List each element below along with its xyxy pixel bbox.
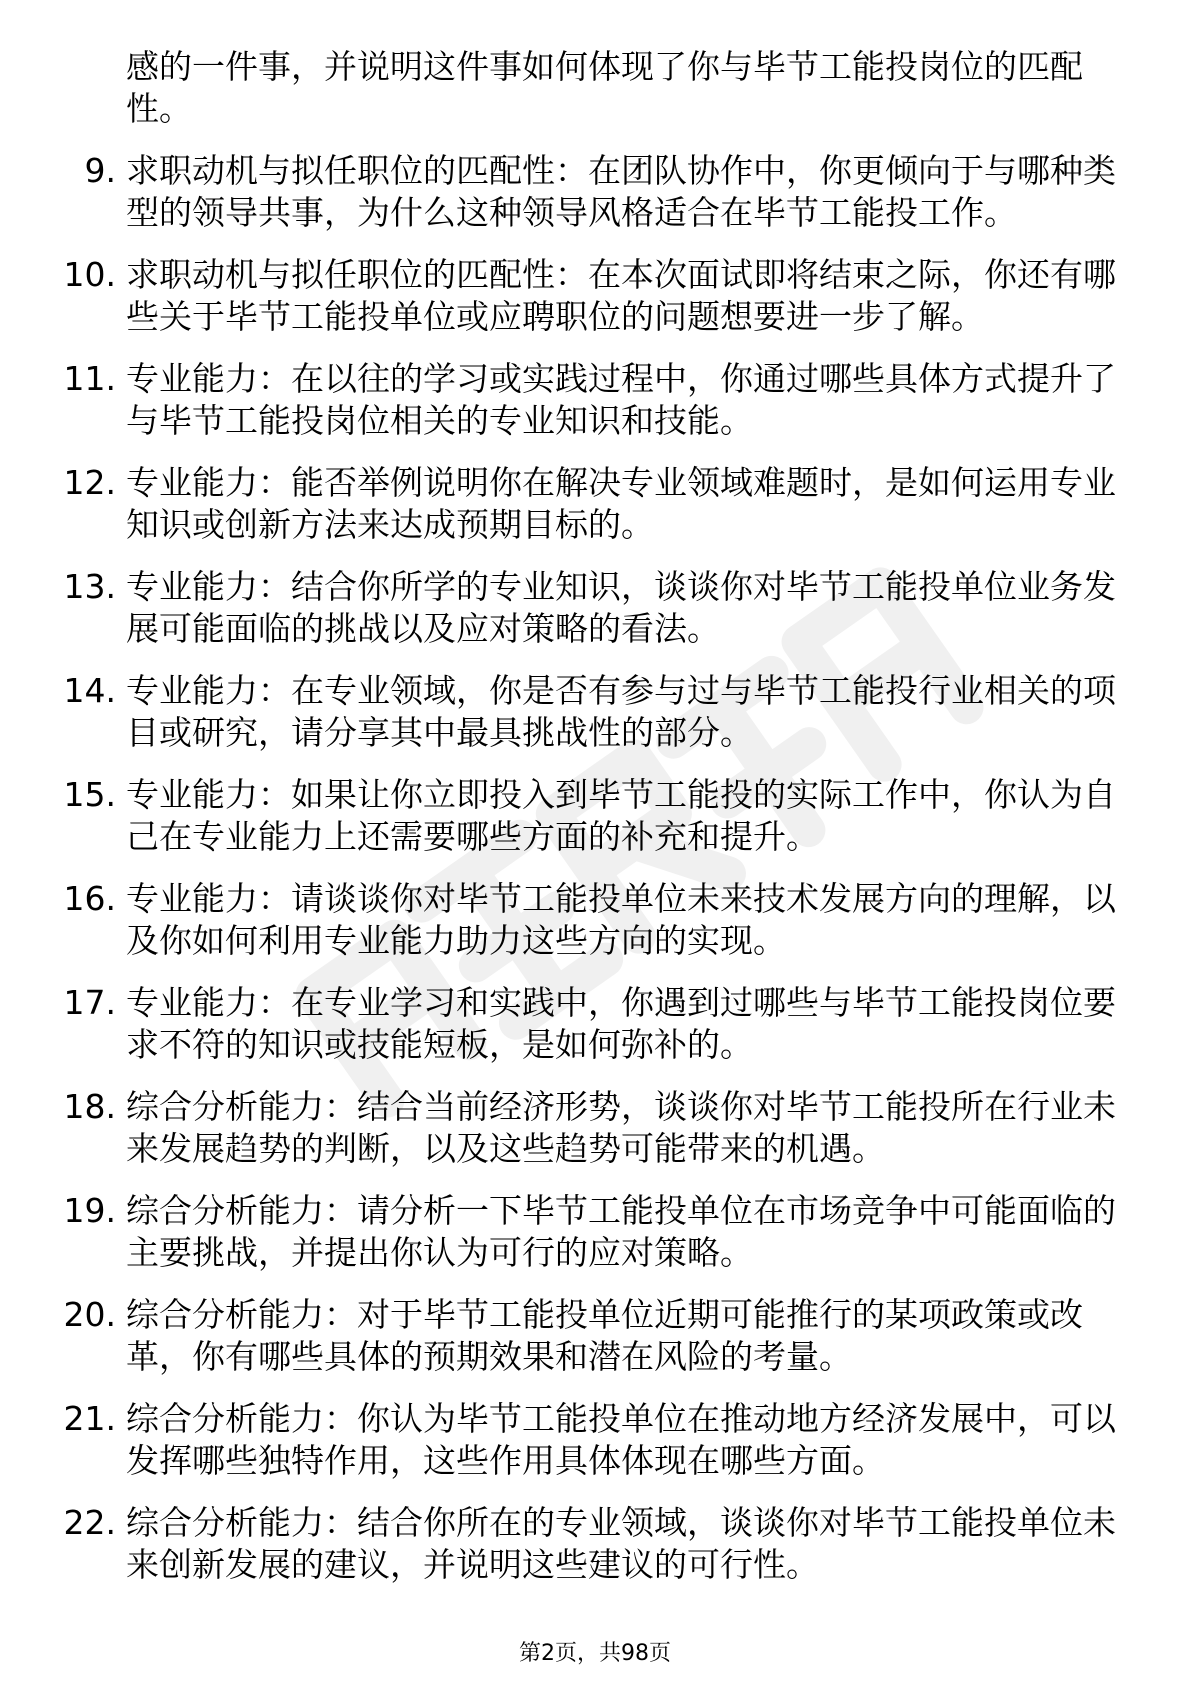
list-item-text: 专业能力：如果让你立即投入到毕节工能投的实际工作中，你认为自己在专业能力上还需要哪些方面的补充和提升。 xyxy=(126,775,1116,856)
list-item xyxy=(63,982,1116,1066)
list-item xyxy=(63,1086,1116,1170)
list-item xyxy=(63,878,1116,962)
list-item-text: 专业能力：在专业领域，你是否有参与过与毕节工能投行业相关的项目或研究，请分享其中最具挑战性的部分。 xyxy=(126,671,1116,752)
list-item-number: 11. xyxy=(63,359,116,398)
list-item-number: 18. xyxy=(63,1087,116,1126)
list-item-number: 13. xyxy=(63,567,116,606)
list-item-number: 12. xyxy=(63,463,116,502)
document-body xyxy=(0,46,1190,1606)
list-item-number: 17. xyxy=(63,983,116,1022)
list-item xyxy=(63,358,1116,442)
list-item-number: 22. xyxy=(63,1503,116,1542)
list-item-text: 综合分析能力：结合你所在的专业领域，谈谈你对毕节工能投单位未来创新发展的建议，并说明这些建议的可行性。 xyxy=(126,1503,1116,1584)
list-item-text: 专业能力：结合你所学的专业知识，谈谈你对毕节工能投单位业务发展可能面临的挑战以及应对策略的看法。 xyxy=(126,567,1116,648)
list-item-number: 21. xyxy=(63,1399,116,1438)
list-item xyxy=(63,254,1116,338)
list-item xyxy=(63,774,1116,858)
list-item xyxy=(63,462,1116,546)
list-item xyxy=(63,1190,1116,1274)
list-item-text: 专业能力：能否举例说明你在解决专业领域难题时，是如何运用专业知识或创新方法来达成预期目标的。 xyxy=(126,463,1116,544)
list-item-text: 专业能力：请谈谈你对毕节工能投单位未来技术发展方向的理解，以及你如何利用专业能力助力这些方向的实现。 xyxy=(126,879,1116,960)
page-footer: 第2页，共98页 xyxy=(519,1641,671,1666)
list-item xyxy=(63,1502,1116,1586)
list-item-number: 10. xyxy=(63,255,116,294)
list-item-number: 20. xyxy=(63,1295,116,1334)
list-item-text: 综合分析能力：结合当前经济形势，谈谈你对毕节工能投所在行业未来发展趋势的判断，以及这些趋势可能带来的机遇。 xyxy=(126,1087,1116,1168)
list-item-text: 求职动机与拟任职位的匹配性：在团队协作中，你更倾向于与哪种类型的领导共事，为什么这种领导风格适合在毕节工能投工作。 xyxy=(126,151,1116,232)
list-item xyxy=(63,1294,1116,1378)
list-item-number: 15. xyxy=(63,775,116,814)
list-item-text: 综合分析能力：请分析一下毕节工能投单位在市场竞争中可能面临的主要挑战，并提出你认为可行的应对策略。 xyxy=(126,1191,1116,1272)
list-item-text: 专业能力：在以往的学习或实践过程中，你通过哪些具体方式提升了与毕节工能投岗位相关的专业知识和技能。 xyxy=(126,359,1116,440)
list-item-number: 14. xyxy=(63,671,116,710)
continuation-paragraph: 感的一件事，并说明这件事如何体现了你与毕节工能投岗位的匹配性。 xyxy=(126,47,1083,128)
list-item-number: 16. xyxy=(63,879,116,918)
list-item-text: 综合分析能力：对于毕节工能投单位近期可能推行的某项政策或改革，你有哪些具体的预期效果和潜在风险的考量。 xyxy=(126,1295,1083,1376)
list-item xyxy=(63,1398,1116,1482)
list-item-number: 19. xyxy=(63,1191,116,1230)
list-item xyxy=(63,670,1116,754)
list-item xyxy=(84,150,1116,234)
list-item-text: 专业能力：在专业学习和实践中，你遇到过哪些与毕节工能投岗位要求不符的知识或技能短板，是如何弥补的。 xyxy=(126,983,1116,1064)
list-item-number: 9. xyxy=(84,151,116,190)
list-item-text: 求职动机与拟任职位的匹配性：在本次面试即将结束之际，你还有哪些关于毕节工能投单位或应聘职位的问题想要进一步了解。 xyxy=(126,255,1116,336)
list-item xyxy=(63,566,1116,650)
list-item-text: 综合分析能力：你认为毕节工能投单位在推动地方经济发展中，可以发挥哪些独特作用，这些作用具体体现在哪些方面。 xyxy=(126,1399,1116,1480)
